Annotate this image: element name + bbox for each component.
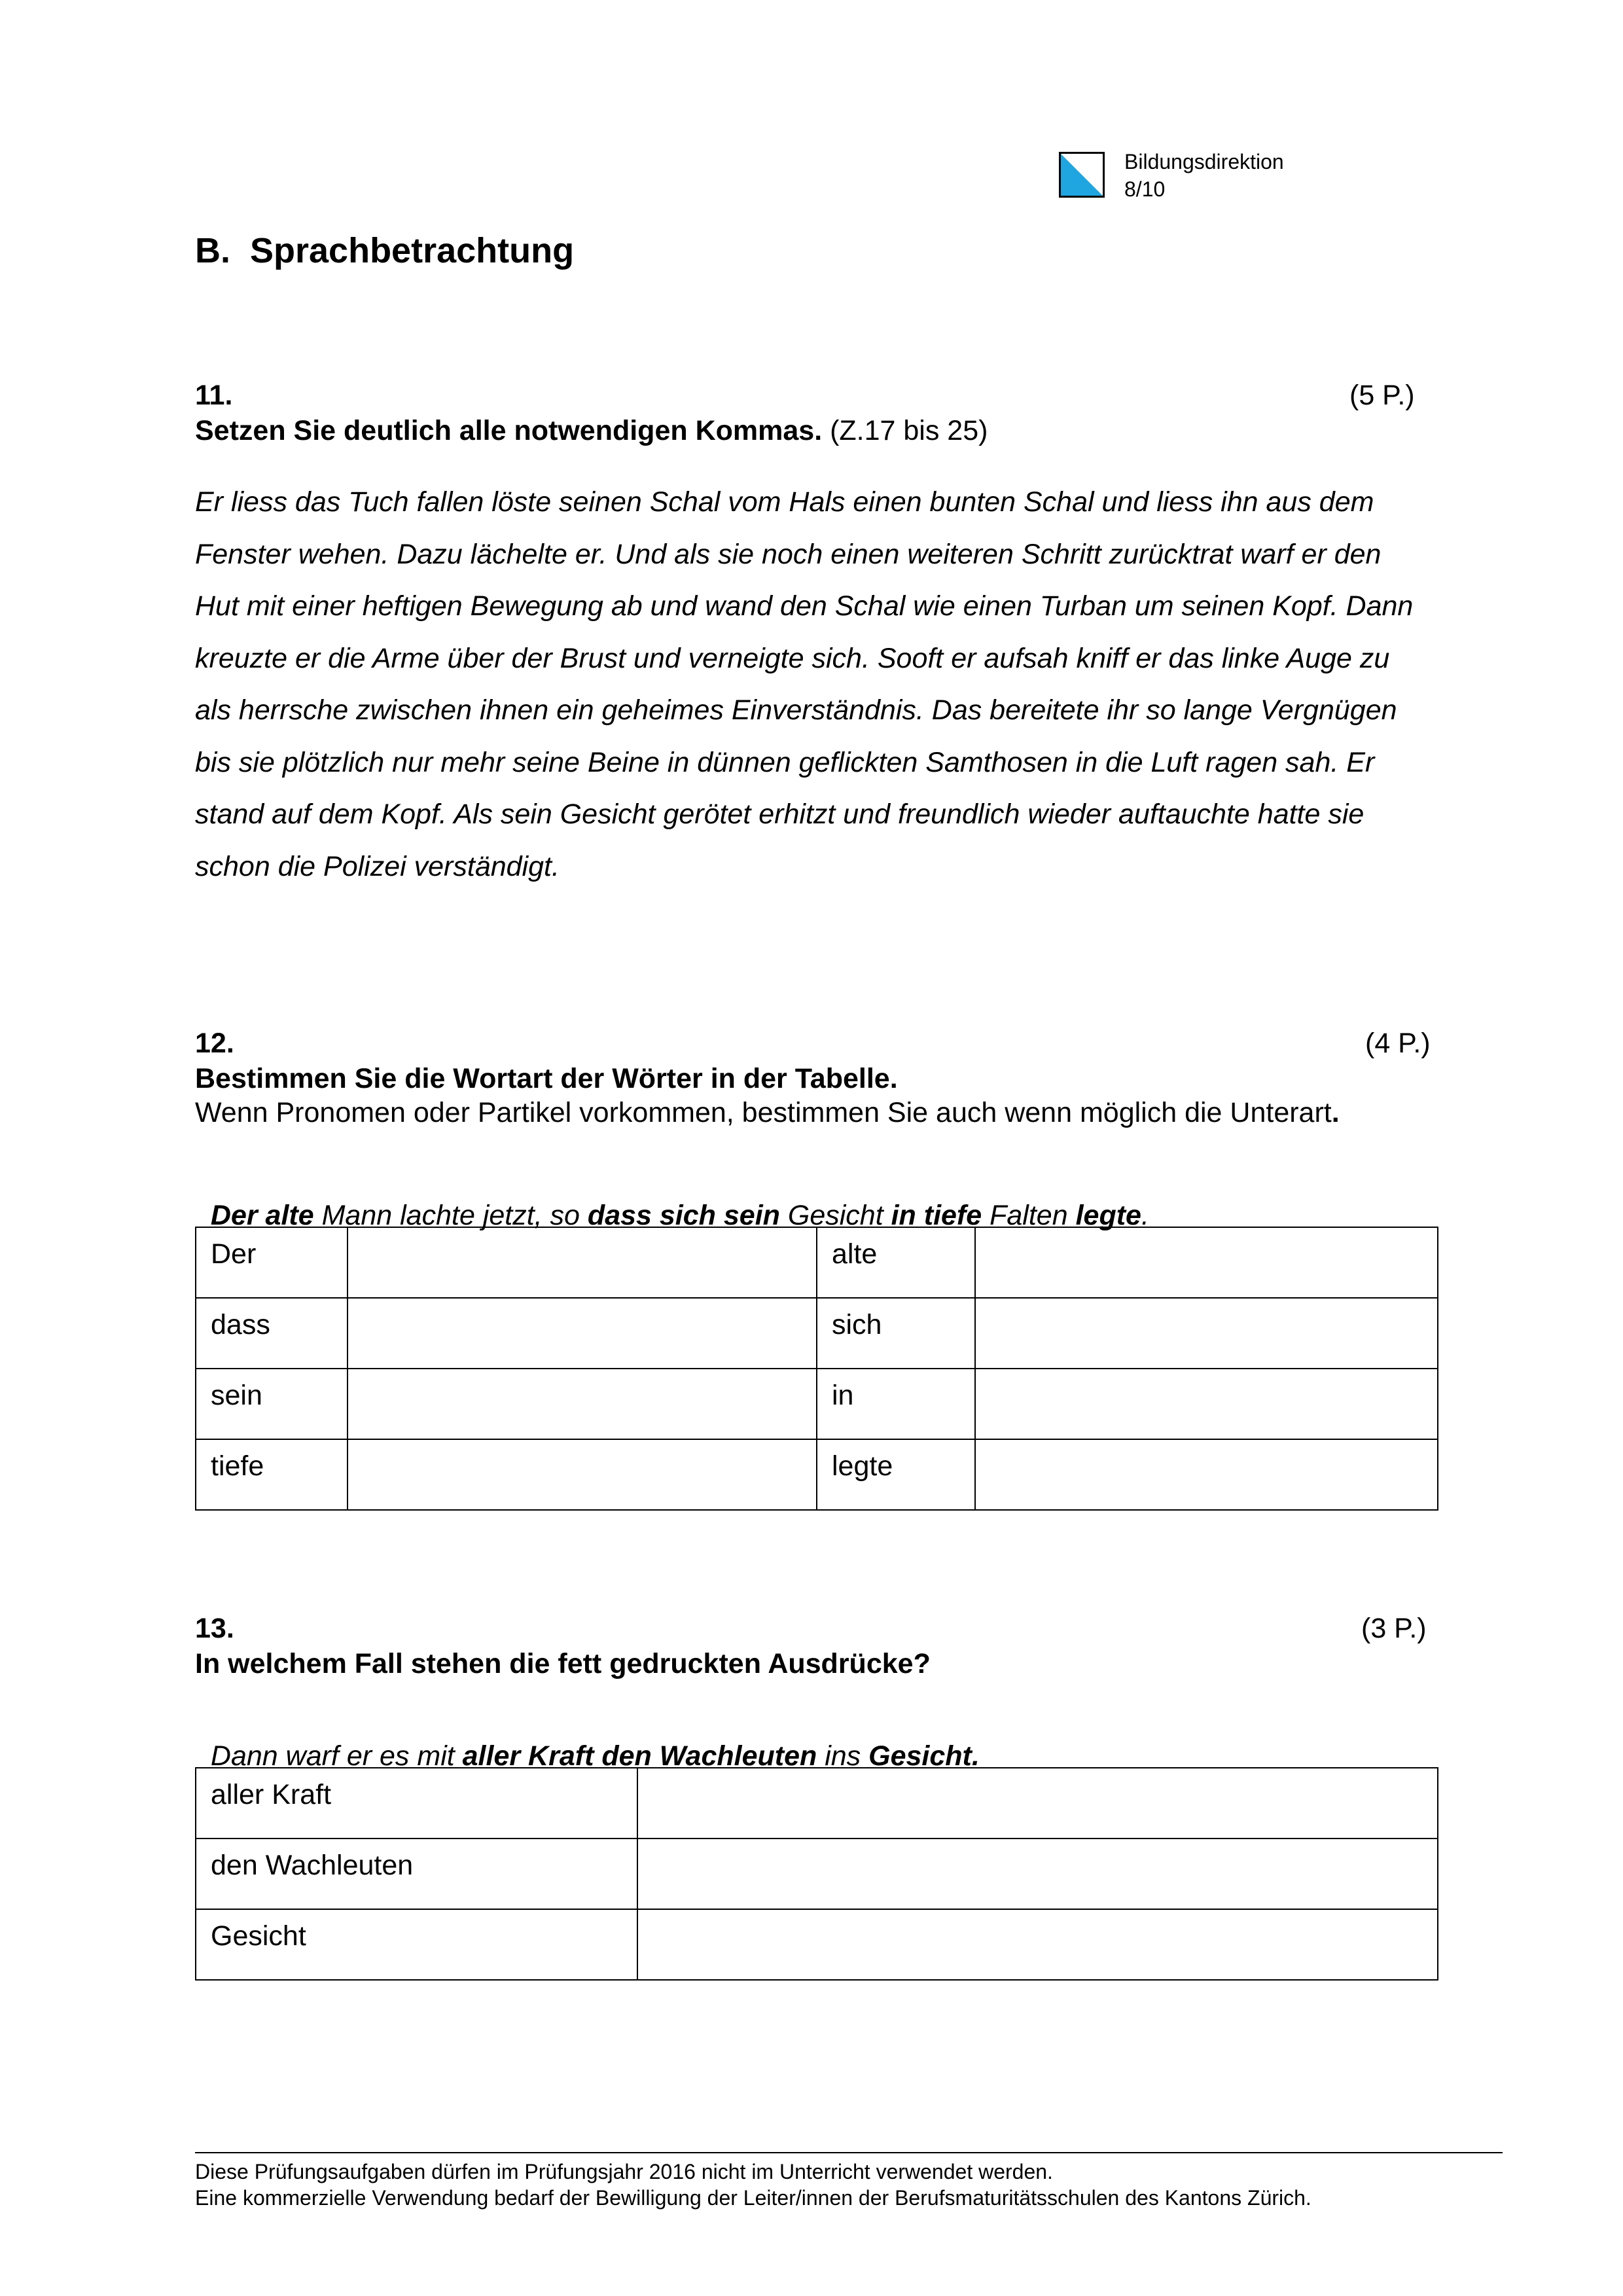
q13-number: 13. — [195, 1613, 234, 1644]
footer-divider — [195, 2152, 1503, 2153]
sentence-part: . — [1141, 1200, 1149, 1231]
q12-instruction-text: Wenn Pronomen oder Partikel vorkommen, bestimmen Sie auch wenn möglich die Unterart — [195, 1097, 1332, 1128]
answer-cell[interactable] — [348, 1227, 817, 1298]
q13-case-table — [195, 1767, 1438, 1981]
section-title: B. Sprachbetrachtung — [195, 231, 575, 270]
header-block — [1124, 148, 1284, 203]
q12-number: 12. — [195, 1028, 234, 1059]
word-cell: Der — [196, 1227, 348, 1298]
sentence-part: Mann lachte jetzt, so — [313, 1200, 588, 1231]
logo-blue-triangle — [1059, 152, 1105, 198]
q12-sentence — [195, 1168, 1149, 1232]
answer-cell[interactable] — [637, 1839, 1438, 1909]
expression-cell: den Wachleuten — [196, 1839, 637, 1909]
q11-points: (5 P.) — [1349, 380, 1415, 411]
expression-cell: Gesicht — [196, 1909, 637, 1980]
footer-line-2: Eine kommerzielle Verwendung bedarf der Bewilligung der Leiter/innen der Berufsmaturitätsschulen des Kantons Zürich. — [195, 2186, 1311, 2210]
q11-instruction-bold: Setzen Sie deutlich alle notwendigen Kommas. — [195, 415, 823, 446]
table-row — [196, 1768, 1438, 1839]
paragraph-line: schon die Polizei verständigt. — [195, 850, 560, 882]
answer-cell[interactable] — [975, 1227, 1438, 1298]
paragraph-line: kreuzte er die Arme über der Brust und verneigte sich. Sooft er aufsah kniff er das linke Auge zu — [195, 642, 1390, 674]
answer-cell[interactable] — [637, 1768, 1438, 1839]
word-cell: legte — [817, 1439, 975, 1510]
answer-cell[interactable] — [348, 1439, 817, 1510]
sentence-part: Gesicht. — [868, 1740, 980, 1772]
table-row — [196, 1369, 1438, 1439]
answer-cell[interactable] — [975, 1439, 1438, 1510]
word-cell: alte — [817, 1227, 975, 1298]
paragraph-line: Fenster wehen. Dazu lächelte er. Und als sie noch einen weiteren Schritt zurücktrat warf er den — [195, 538, 1382, 570]
header-organization: Bildungsdirektion — [1124, 150, 1284, 173]
q11-paragraph — [195, 476, 1517, 893]
paragraph-line: bis sie plötzlich nur mehr seine Beine in dünnen geflickten Samthosen in die Luft ragen sah. Er — [195, 746, 1375, 778]
q12-instruction — [195, 1097, 1340, 1129]
q11-number: 11. — [195, 380, 233, 411]
header-page-number: 8/10 — [1124, 177, 1166, 201]
table-row — [196, 1839, 1438, 1909]
footer-line-1: Diese Prüfungsaufgaben dürfen im Prüfungsjahr 2016 nicht im Unterricht verwendet werden. — [195, 2160, 1053, 2183]
answer-cell[interactable] — [975, 1369, 1438, 1439]
table-row — [196, 1439, 1438, 1510]
word-cell: in — [817, 1369, 975, 1439]
answer-cell[interactable] — [348, 1298, 817, 1369]
sentence-part: Dann warf er es mit — [210, 1740, 463, 1772]
word-cell: tiefe — [196, 1439, 348, 1510]
paragraph-line: stand auf dem Kopf. Als sein Gesicht gerötet erhitzt und freundlich wieder auftauchte hatte sie — [195, 798, 1364, 830]
expression-cell: aller Kraft — [196, 1768, 637, 1839]
q11-instruction — [195, 415, 988, 447]
sentence-part: aller Kraft den Wachleuten — [462, 1740, 817, 1772]
q13-sentence — [195, 1708, 980, 1772]
footer — [195, 2159, 1311, 2211]
sentence-part: in tiefe — [891, 1200, 982, 1231]
q12-word-table — [195, 1227, 1438, 1511]
table-row — [196, 1298, 1438, 1369]
paragraph-line: Hut mit einer heftigen Bewegung ab und wand den Schal wie einen Turban um seinen Kopf. Dann — [195, 590, 1414, 622]
q11-instruction-reference: (Z.17 bis 25) — [822, 415, 988, 446]
answer-cell[interactable] — [975, 1298, 1438, 1369]
sentence-part: Gesicht — [779, 1200, 891, 1231]
answer-cell[interactable] — [348, 1369, 817, 1439]
sentence-part: ins — [817, 1740, 869, 1772]
q13-points: (3 P.) — [1361, 1613, 1427, 1644]
paragraph-line: als herrsche zwischen ihnen ein geheimes Einverständnis. Das bereitete ihr so lange Vergnügen — [195, 694, 1397, 726]
word-cell: dass — [196, 1298, 348, 1369]
table-row — [196, 1909, 1438, 1980]
sentence-part: dass sich sein — [587, 1200, 780, 1231]
q12-instruction-bold: Bestimmen Sie die Wortart der Wörter in der Tabelle. — [195, 1063, 898, 1094]
sentence-part: Der alte — [210, 1200, 314, 1231]
word-cell: sein — [196, 1369, 348, 1439]
sentence-part: legte — [1075, 1200, 1141, 1231]
table-row — [196, 1227, 1438, 1298]
q12-points: (4 P.) — [1365, 1028, 1431, 1059]
paragraph-line: Er liess das Tuch fallen löste seinen Schal vom Hals einen bunten Schal und liess ihn aus dem — [195, 486, 1374, 518]
word-cell: sich — [817, 1298, 975, 1369]
q12-instruction-period: . — [1331, 1097, 1340, 1128]
q13-instruction-bold: In welchem Fall stehen die fett gedruckten Ausdrücke? — [195, 1648, 931, 1679]
canton-zurich-logo — [1059, 152, 1105, 198]
sentence-part: Falten — [982, 1200, 1076, 1231]
answer-cell[interactable] — [637, 1909, 1438, 1980]
